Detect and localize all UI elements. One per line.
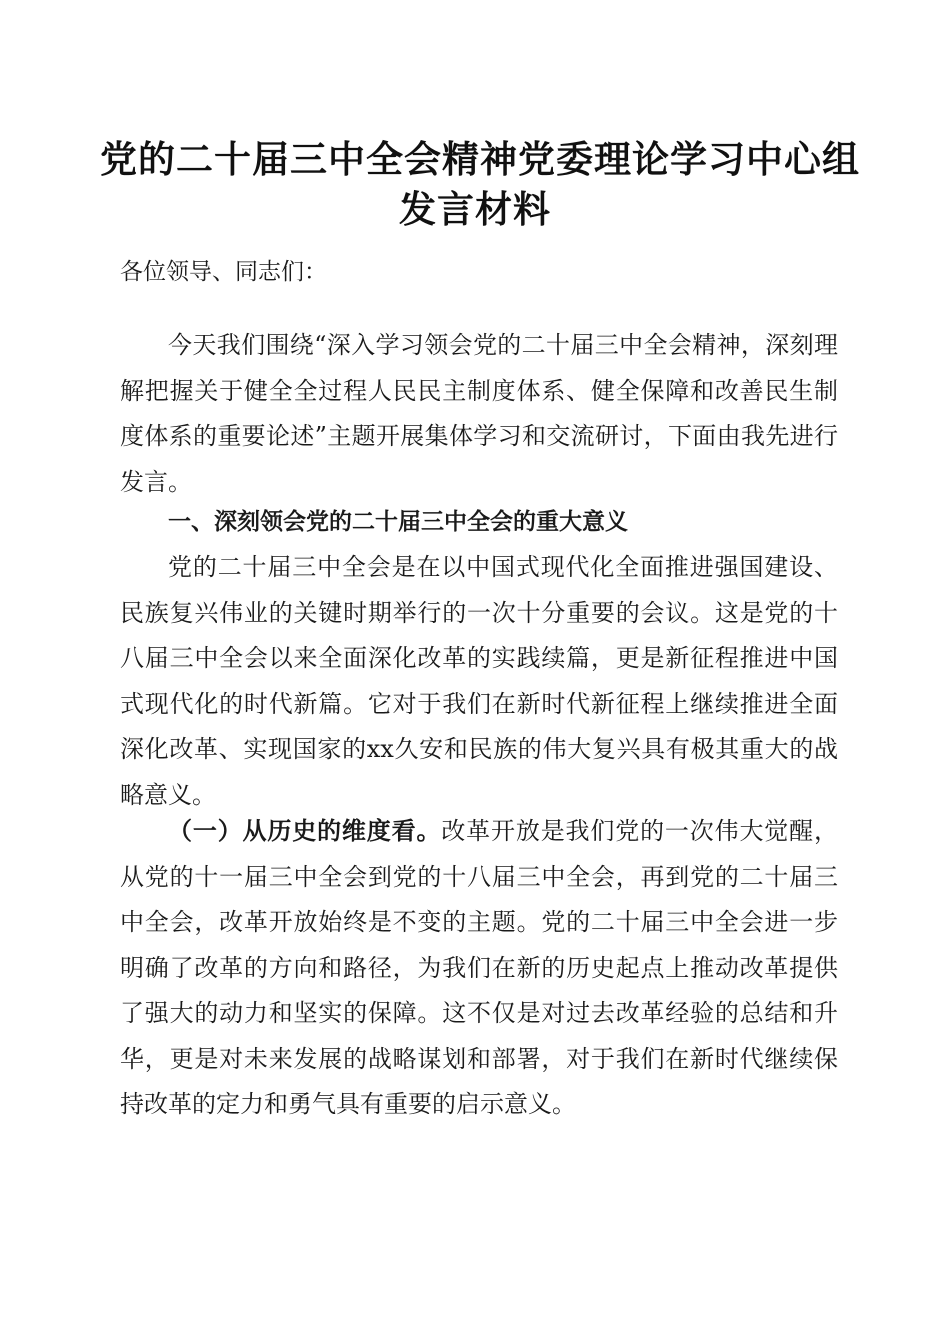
opening-paragraph: 今天我们围绕“深入学习领会党的二十届三中全会精神，深刻理解把握关于健全全过程人民民主制度体系、健全保障和改善民生制度体系的重要论述”主题开展集体学习和交流研讨，下面由我先进行发言。 xyxy=(120,331,838,496)
salutation: 各位领导、同志们： xyxy=(120,259,327,285)
document-title-line-2: 发言材料 xyxy=(399,187,551,231)
history-paragraph-body: 改革开放是我们党的一次伟大觉醒，从党的十一届三中全会到党的十八届三中全会，再到党的二十届三中全会，改革开放始终是不变的主题。党的二十届三中全会进一步明确了改革的方向和路径，为我们在新的历史起点上推动改革提供了强大的动力和坚实的保障。这不仅是对过去改革经验的总结和升华，更是对未来发展的战略谋划和部署，对于我们在新时代继续保持改革的定力和勇气具有重要的启示意义。 xyxy=(120,817,839,1118)
document-title-line-1: 党的二十届三中全会精神党委理论学习中心组 xyxy=(100,137,860,181)
section-heading-1: 一、深刻领会党的二十届三中全会的重大意义 xyxy=(168,509,628,535)
history-paragraph xyxy=(120,808,838,1128)
significance-paragraph: 党的二十届三中全会是在以中国式现代化全面推进强国建设、民族复兴伟业的关键时期举行的一次十分重要的会议。这是党的十八届三中全会以来全面深化改革的实践续篇，更是新征程推进中国式现代化的时代新篇。它对于我们在新时代新征程上继续推进全面深化改革、实现国家的xx久安和民族的伟大复兴具有极其重大的战略意义。 xyxy=(120,553,838,809)
history-paragraph-lead: （一）从历史的维度看。 xyxy=(168,816,442,845)
